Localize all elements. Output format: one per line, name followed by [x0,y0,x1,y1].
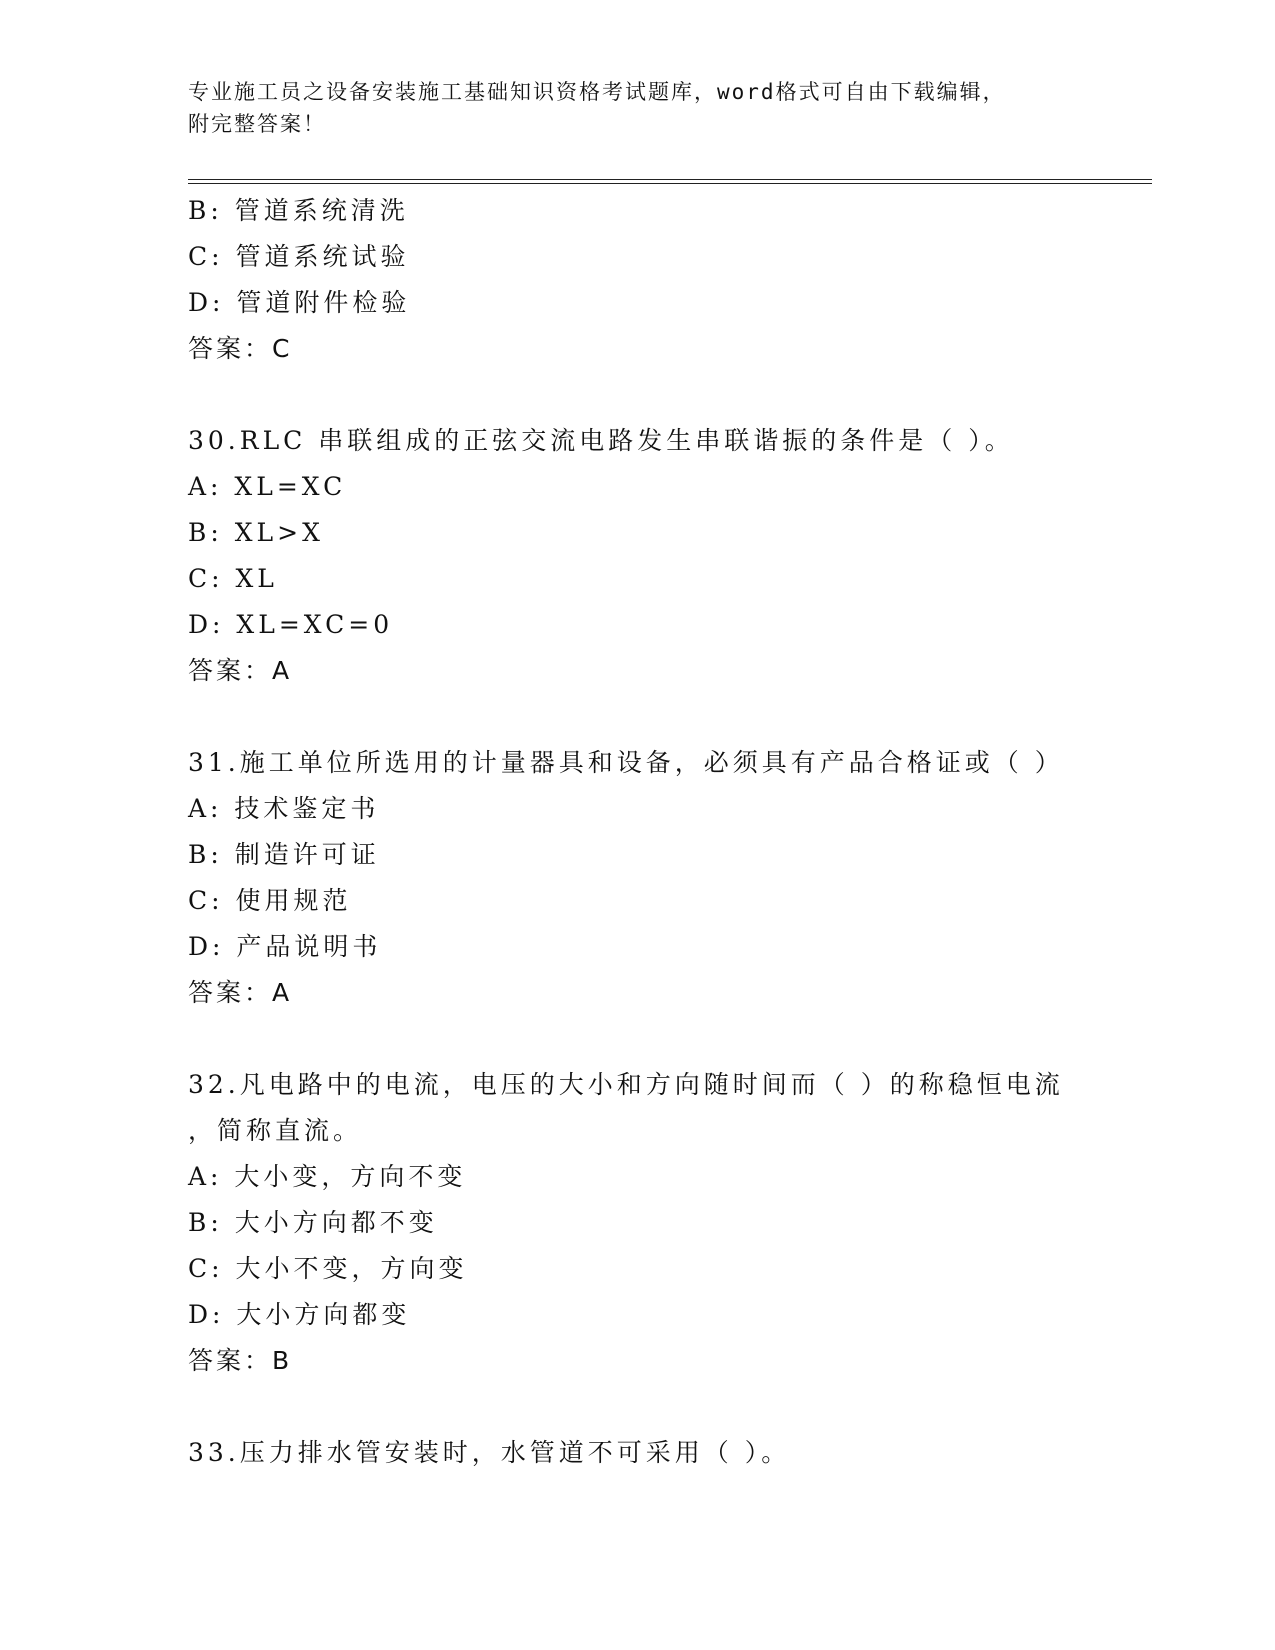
question-list [188,188,1088,1476]
question-block-32 [188,1062,1088,1384]
option-d: D: 管道附件检验 [188,288,411,317]
spacer [188,372,1088,418]
header-rule-bottom [188,183,1152,184]
answer-line: 答案：C [188,334,293,363]
option-b: B: XL>X [188,518,324,547]
question-block-33 [188,1430,1088,1476]
question-text: 31.施工单位所选用的计量器具和设备，必须具有产品合格证或（ ） [188,748,1064,777]
question-block-29 [188,188,1088,372]
question-text-line-2: ，简称直流。 [188,1116,363,1145]
option-a: A: 大小变，方向不变 [188,1162,467,1191]
option-b: B: 大小方向都不变 [188,1208,438,1237]
question-text: 33.压力排水管安装时，水管道不可采用（ ）。 [188,1438,791,1467]
answer-line: 答案：A [188,978,293,1007]
option-c: C: 使用规范 [188,886,352,915]
answer-line: 答案：A [188,656,293,685]
header-line-1: 专业施工员之设备安装施工基础知识资格考试题库，word格式可自由下载编辑， [188,80,1006,104]
option-c: C: 管道系统试验 [188,242,410,271]
question-text: 30.RLC 串联组成的正弦交流电路发生串联谐振的条件是（ ）。 [188,426,1014,455]
header-line-2: 附完整答案！ [188,112,326,136]
option-b: B: 制造许可证 [188,840,380,869]
spacer [188,1016,1088,1062]
option-a: A: 技术鉴定书 [188,794,380,823]
document-header [188,76,1068,140]
option-d: D: 产品说明书 [188,932,382,961]
question-text-line-1: 32.凡电路中的电流，电压的大小和方向随时间而（ ）的称稳恒电流 [188,1070,1064,1099]
question-block-30 [188,418,1088,694]
option-c: C: XL [188,564,278,593]
header-rule-top [188,179,1152,180]
option-d: D: XL=XC=0 [188,610,394,639]
option-a: A: XL=XC [188,472,347,501]
question-block-31 [188,740,1088,1016]
answer-line: 答案：B [188,1346,293,1375]
spacer [188,694,1088,740]
option-c: C: 大小不变，方向变 [188,1254,468,1283]
spacer [188,1384,1088,1430]
option-b: B: 管道系统清洗 [188,196,409,225]
option-d: D: 大小方向都变 [188,1300,411,1329]
